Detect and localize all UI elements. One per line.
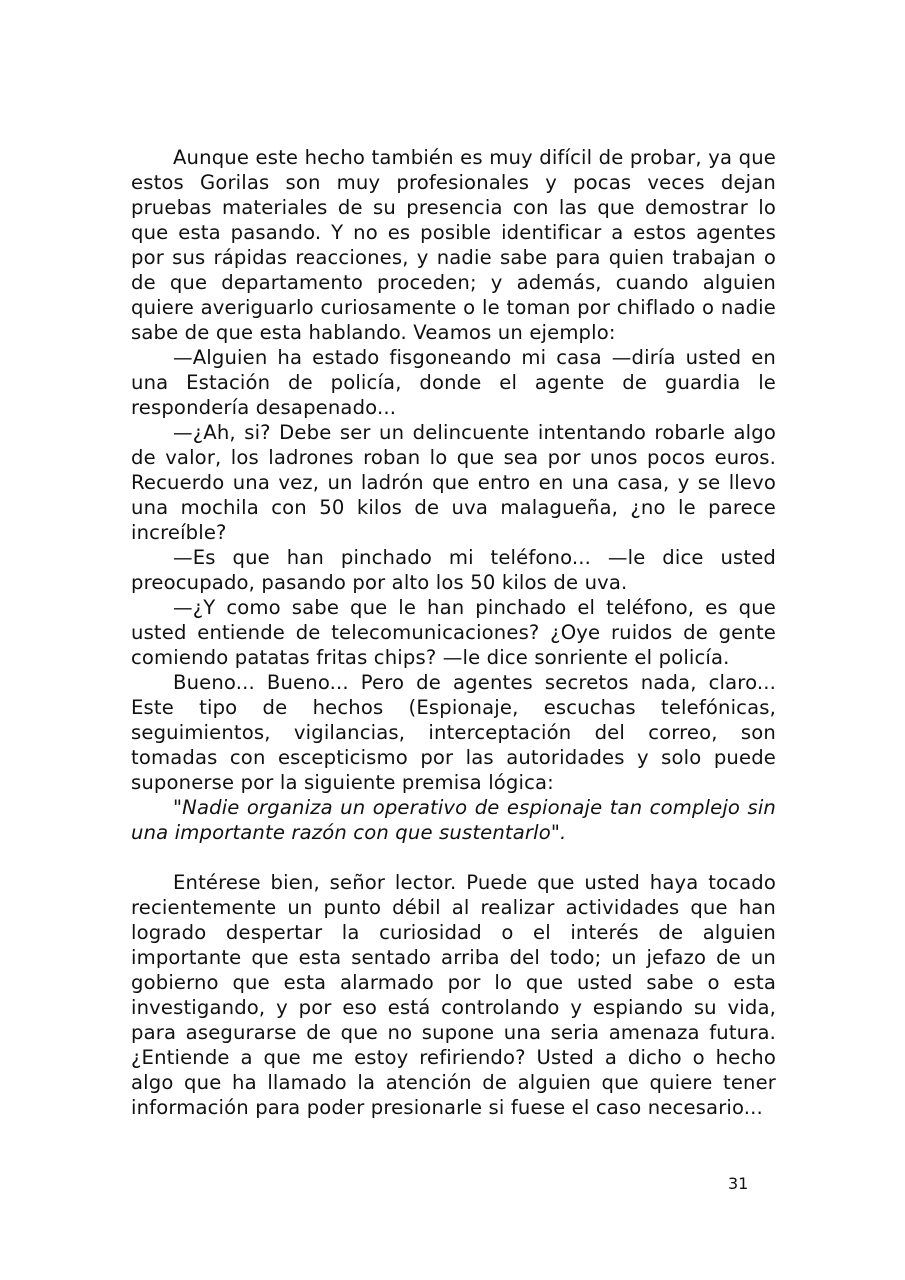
paragraph-spacer (131, 845, 776, 870)
page-number: 31 (728, 1174, 749, 1193)
dialogue-line-1: —Alguien ha estado fisgoneando mi casa —diría usted en una Estación de policía, donde el agente de guardia le respondería desapenado... (131, 346, 776, 419)
dialogue-line-3: —Es que han pinchado mi teléfono... —le dice usted preocupado, pasando por alto los 50 kilos de uva. (131, 546, 776, 594)
paragraph-skepticism: Bueno... Bueno... Pero de agentes secretos nada, claro... Este tipo de hechos (Espionaje, escuchas telefónicas, seguimientos, vigilancias, interceptación del correo, son tomadas con escepticismo por las autoridades y solo puede suponerse por la siguiente premisa lógica: (131, 671, 776, 794)
dialogue-line-4: —¿Y como sabe que le han pinchado el teléfono, es que usted entiende de telecomunicaciones? ¿Oye ruidos de gente comiendo patatas fritas chips? —le dice sonriente el policía. (131, 596, 776, 669)
paragraph-intro: Aunque este hecho también es muy difícil de probar, ya que estos Gorilas son muy profesionales y pocas veces dejan pruebas materiales de su presencia con las que demostrar lo que esta pasando. Y no es posible identificar a estos agentes por sus rápidas reacciones, y nadie sabe para quien trabajan o de que departamento proceden; y además, cuando alguien quiere averiguarlo curiosamente o le toman por chiflado o nadie sabe de que esta hablando. Veamos un ejemplo: (131, 146, 776, 344)
premise-quote: "Nadie organiza un operativo de espionaje tan complejo sin una importante razón con que sustentarlo". (131, 796, 776, 844)
body-text (131, 145, 776, 1120)
paragraph-reader-address: Entérese bien, señor lector. Puede que usted haya tocado recientemente un punto débil al realizar actividades que han logrado despertar la curiosidad o el interés de alguien importante que esta sentado arriba del todo; un jefazo de un gobierno que esta alarmado por lo que usted sabe o esta investigando, y por eso está controlando y espiando su vida, para asegurarse de que no supone una seria amenaza futura. ¿Entiende a que me estoy refiriendo? Usted a dicho o hecho algo que ha llamado la atención de alguien que quiere tener información para poder presionarle si fuese el caso necesario... (131, 871, 776, 1119)
dialogue-line-2: —¿Ah, si? Debe ser un delincuente intentando robarle algo de valor, los ladrones roban lo que sea por unos pocos euros. Recuerdo una vez, un ladrón que entro en una casa, y se llevo una mochila con 50 kilos de uva malagueña, ¿no le parece increíble? (131, 421, 776, 544)
